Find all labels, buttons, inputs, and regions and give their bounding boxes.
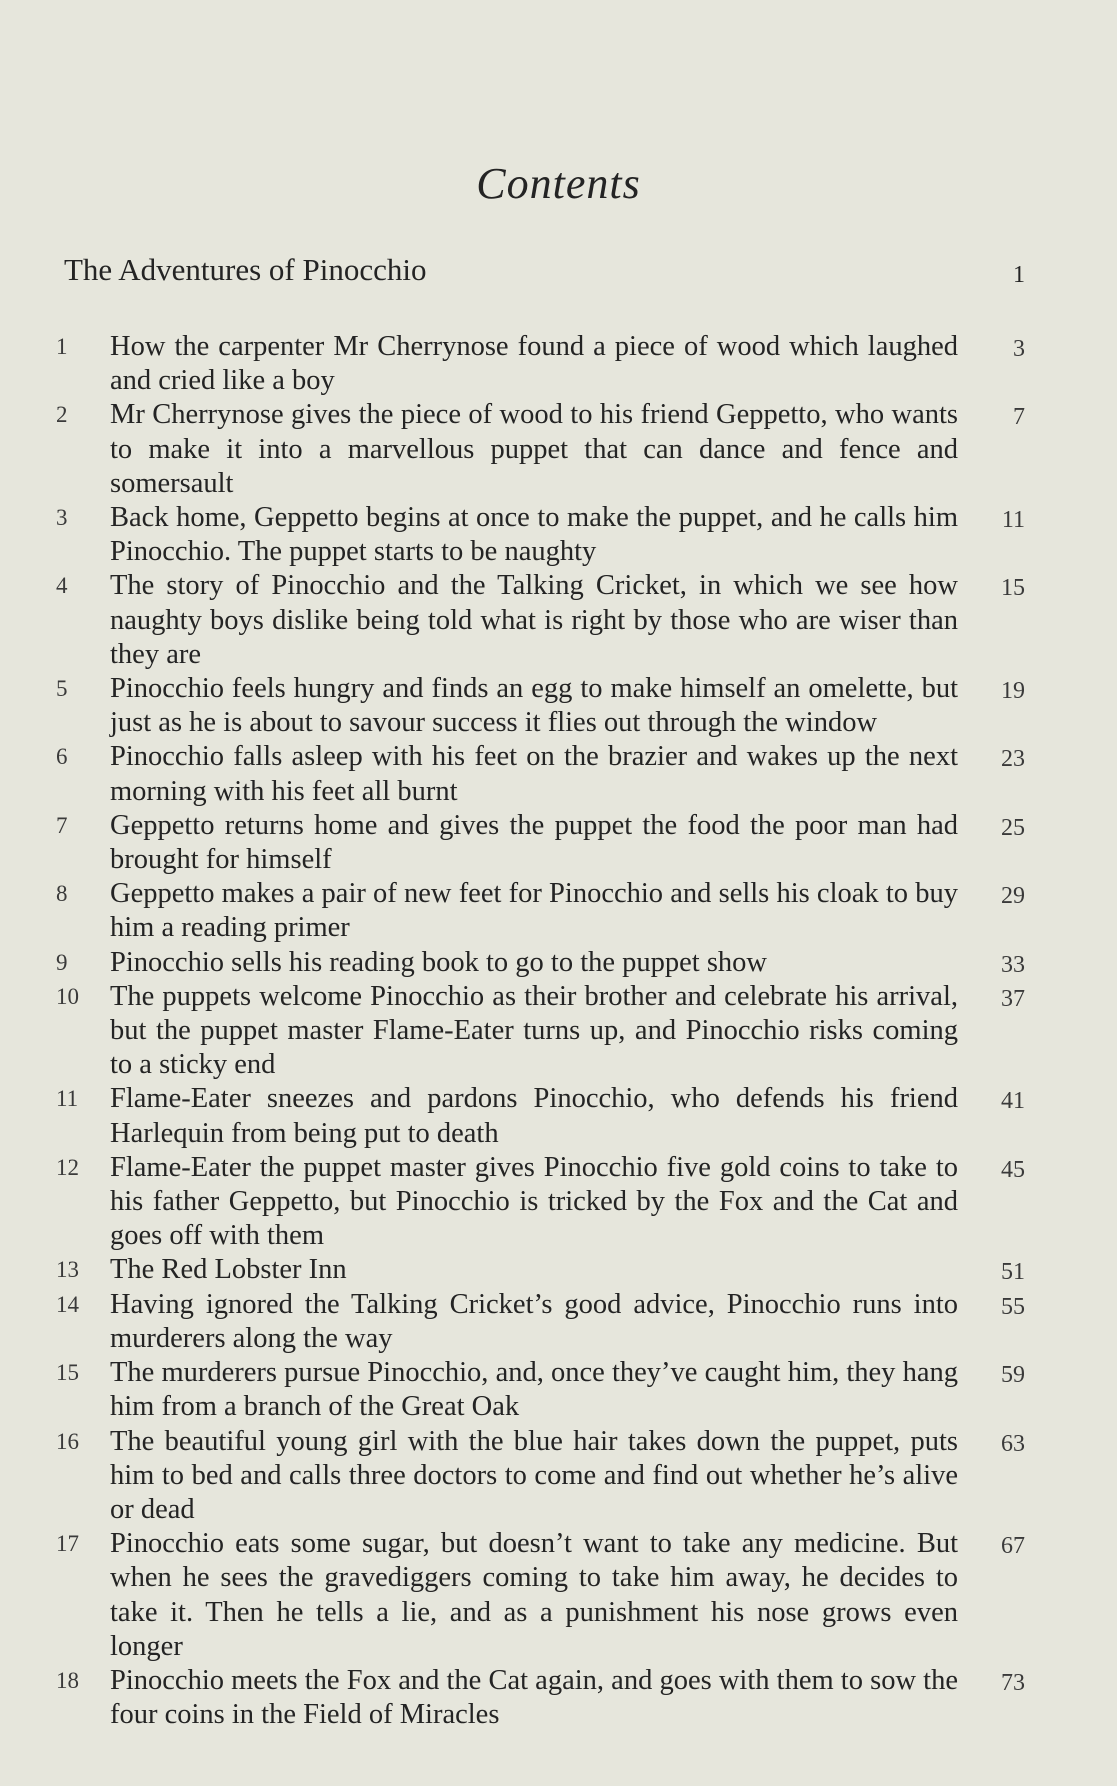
chapter-number: 15 xyxy=(56,1360,79,1386)
chapter-page: 29 xyxy=(1001,883,1025,910)
chapter-page: 19 xyxy=(1001,678,1025,705)
chapter-title: The Red Lobster Inn xyxy=(110,1254,347,1286)
chapter-entry xyxy=(0,1151,1117,1254)
chapter-page: 55 xyxy=(1001,1293,1025,1320)
chapter-entry xyxy=(0,330,1117,398)
chapter-page: 67 xyxy=(1001,1533,1025,1560)
chapter-page: 23 xyxy=(1001,746,1025,773)
chapter-page: 11 xyxy=(1001,507,1025,534)
chapter-title: Having ignored the Talking Cricket’s good advice, Pinocchio runs into murderers along the way xyxy=(110,1288,958,1354)
chapter-number: 10 xyxy=(56,983,79,1009)
chapter-number: 5 xyxy=(56,676,68,702)
chapter-number: 4 xyxy=(56,573,68,599)
chapter-number: 2 xyxy=(56,402,68,428)
chapter-title: The puppets welcome Pinocchio as their brother and celebrate his arrival, but the puppet master Flame-Eater turns up, and Pinocchio risks coming to a sticky end xyxy=(110,980,958,1081)
chapter-title: Pinocchio feels hungry and finds an egg to make himself an omelette, but just as he is about to savour success it flies out through the window xyxy=(110,673,958,739)
chapter-page: 63 xyxy=(1001,1430,1025,1457)
chapter-page: 15 xyxy=(1001,575,1025,602)
chapter-page: 51 xyxy=(1001,1259,1025,1286)
chapter-entry xyxy=(0,501,1117,569)
chapter-title: Pinocchio meets the Fox and the Cat again, and goes with them to sow the four coins in the Field of Miracles xyxy=(110,1664,958,1731)
chapter-title: How the carpenter Mr Cherrynose found a piece of wood which laughed and cried like a boy xyxy=(110,331,958,397)
chapter-page: 7 xyxy=(1013,404,1025,431)
chapter-number: 17 xyxy=(56,1531,79,1557)
chapter-entry xyxy=(0,1664,1117,1732)
chapter-number: 13 xyxy=(56,1257,79,1283)
part-title: The Adventures of Pinocchio xyxy=(64,252,427,287)
chapter-page: 37 xyxy=(1001,985,1025,1012)
part-page-number: 1 xyxy=(1013,262,1025,288)
chapter-title: Pinocchio falls asleep with his feet on the brazier and wakes up the next morning with his feet all burnt xyxy=(110,741,958,807)
chapter-number: 3 xyxy=(56,505,68,531)
chapter-title: Flame-Eater the puppet master gives Pinocchio five gold coins to take to his father Geppetto, but Pinocchio is tricked by the Fox and the Cat and goes off with them xyxy=(110,1151,958,1252)
chapter-page: 33 xyxy=(1001,951,1025,978)
chapter-entry xyxy=(0,1288,1117,1356)
chapter-number: 7 xyxy=(56,812,68,838)
chapter-title: The beautiful young girl with the blue hair takes down the puppet, puts him to bed and calls three doctors to come and find out whether he’s alive or dead xyxy=(110,1425,958,1525)
chapter-entry xyxy=(0,1082,1117,1150)
chapter-title: Pinocchio sells his reading book to go to the puppet show xyxy=(110,946,768,978)
chapter-entry xyxy=(0,672,1117,740)
chapter-page: 45 xyxy=(1001,1156,1025,1183)
chapter-number: 1 xyxy=(56,334,68,359)
chapter-entry xyxy=(0,809,1117,877)
chapter-entry xyxy=(0,980,1117,1083)
chapter-entry xyxy=(0,569,1117,672)
chapter-entry xyxy=(0,740,1117,808)
chapter-number: 16 xyxy=(56,1428,79,1454)
chapter-entry xyxy=(0,1356,1117,1424)
chapter-page: 41 xyxy=(1001,1088,1025,1115)
chapter-entry xyxy=(0,1527,1117,1664)
chapter-entry xyxy=(0,1253,1117,1287)
chapter-title: Geppetto returns home and gives the puppet the food the poor man had brought for himself xyxy=(110,809,958,876)
chapter-title: The story of Pinocchio and the Talking Cricket, in which we see how naughty boys dislike being told what is right by those who are wiser than they are xyxy=(110,570,958,670)
chapter-number: 14 xyxy=(56,1291,79,1317)
chapter-page: 3 xyxy=(1013,336,1025,362)
chapter-number: 12 xyxy=(56,1154,79,1180)
chapter-entry xyxy=(0,877,1117,945)
page-title: Contents xyxy=(476,159,641,208)
chapter-number: 8 xyxy=(56,881,68,907)
chapter-number: 6 xyxy=(56,744,68,770)
chapter-title: Flame-Eater sneezes and pardons Pinocchio, who defends his friend Harlequin from being put to death xyxy=(110,1083,958,1149)
chapter-entry xyxy=(0,1425,1117,1528)
chapter-entry xyxy=(0,398,1117,501)
chapter-entry xyxy=(0,946,1117,980)
chapter-title: Mr Cherrynose gives the piece of wood to his friend Geppetto, who wants to make it into a marvellous puppet that can dance and fence and somersault xyxy=(110,399,958,499)
chapter-title: The murderers pursue Pinocchio, and, once they’ve caught him, they hang him from a branch of the Great Oak xyxy=(110,1357,958,1423)
chapter-number: 9 xyxy=(56,949,68,975)
chapter-page: 59 xyxy=(1001,1362,1025,1389)
chapter-title: Geppetto makes a pair of new feet for Pinocchio and sells his cloak to buy him a reading primer xyxy=(110,878,958,944)
chapter-list xyxy=(0,330,1117,1732)
chapter-title: Pinocchio eats some sugar, but doesn’t want to take any medicine. But when he sees the gravediggers coming to take him away, he decides to take it. Then he tells a lie, and as a punishment his nose grows even longer xyxy=(110,1528,958,1662)
chapter-page: 73 xyxy=(1001,1669,1025,1696)
chapter-number: 11 xyxy=(56,1086,79,1112)
chapter-number: 18 xyxy=(56,1667,79,1693)
chapter-title: Back home, Geppetto begins at once to make the puppet, and he calls him Pinocchio. The puppet starts to be naughty xyxy=(110,502,958,568)
chapter-page: 25 xyxy=(1001,814,1025,841)
